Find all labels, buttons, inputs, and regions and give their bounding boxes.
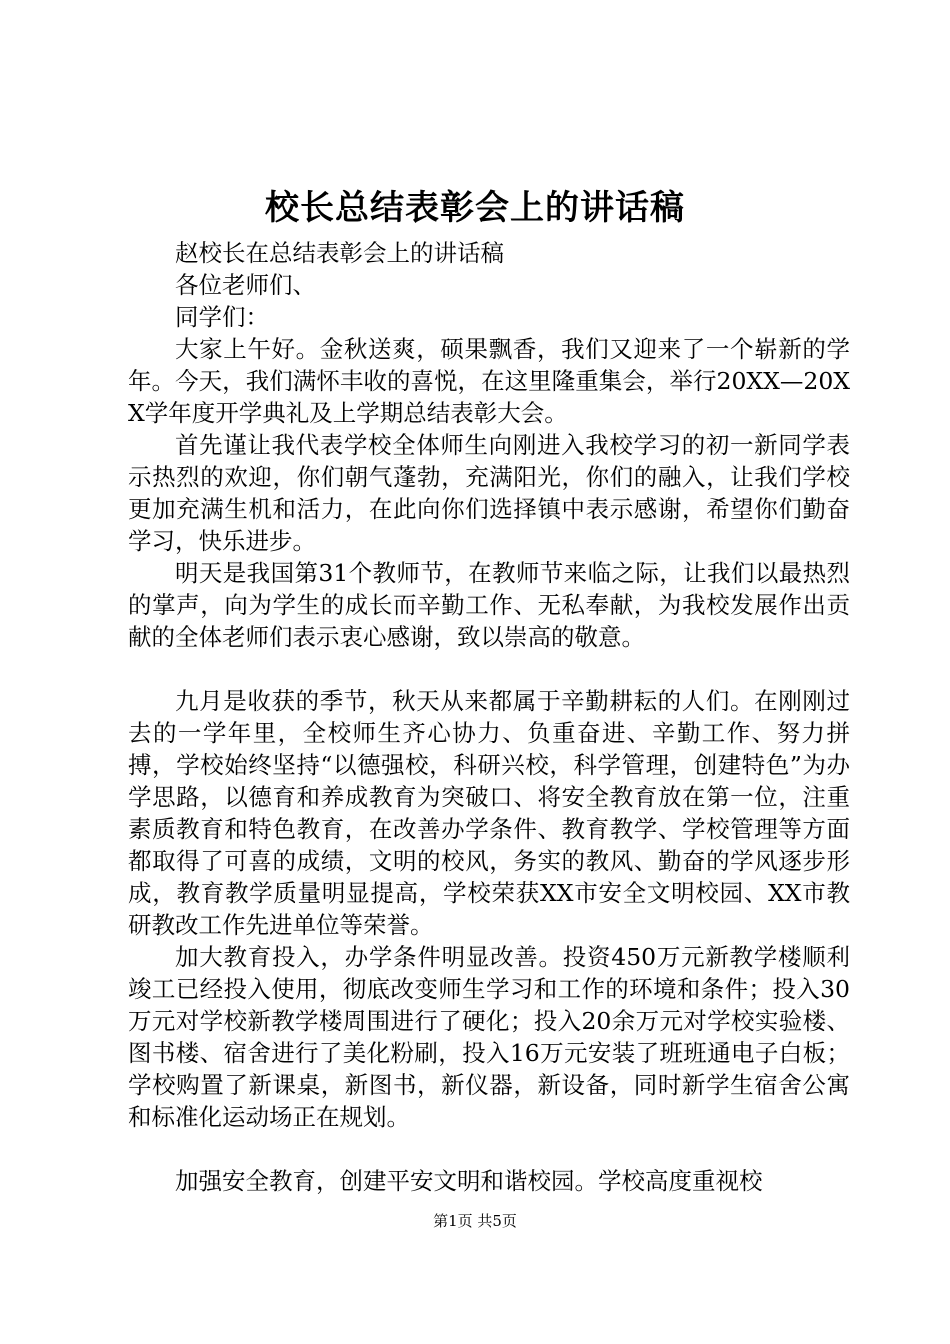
paragraph-safety: 加强安全教育，创建平安文明和谐校园。学校高度重视校 xyxy=(175,1167,763,1195)
paragraph-teachers-day: 明天是我国第31个教师节，在教师节来临之际，让我们以最热烈的掌声，向为学生的成长而辛勤工作、无私奉献，为我校发展作出贡献的全体老师们表示衷心感谢，致以崇高的敬意。 xyxy=(128,559,850,651)
paragraph-salutation-students: 同学们： xyxy=(175,303,269,331)
document-body xyxy=(128,237,850,1197)
paragraph-achievements: 九月是收获的季节，秋天从来都属于辛勤耕耘的人们。在刚刚过去的一学年里，全校师生齐心协力、负重奋进、辛勤工作、努力拼搏，学校始终坚持“以德强校，科研兴校，科学管理，创建特色”为办学思路，以德育和养成教育为突破口、将安全教育放在第一位，注重素质教育和特色教育，在改善办学条件、教育教学、学校管理等方面都取得了可喜的成绩，文明的校风，务实的教风、勤奋的学风逐步形成，教育教学质量明显提高，学校荣获XX市安全文明校园、XX市教研教改工作先进单位等荣誉。 xyxy=(128,687,850,939)
paragraph-greeting: 大家上午好。金秋送爽，硕果飘香，我们又迎来了一个崭新的学年。今天，我们满怀丰收的喜悦，在这里隆重集会，举行20XX—20XX学年度开学典礼及上学期总结表彰大会。 xyxy=(128,335,850,427)
paragraph-subtitle: 赵校长在总结表彰会上的讲话稿 xyxy=(175,239,504,267)
paragraph-welcome: 首先谨让我代表学校全体师生向刚进入我校学习的初一新同学表示热烈的欢迎，你们朝气蓬勃，充满阳光，你们的融入，让我们学校更加充满生机和活力，在此向你们选择镇中表示感谢，希望你们勤奋学习，快乐进步。 xyxy=(128,431,850,555)
document-title: 校长总结表彰会上的讲话稿 xyxy=(265,188,685,228)
paragraph-investment: 加大教育投入，办学条件明显改善。投资450万元新教学楼顺利竣工已经投入使用，彻底改变师生学习和工作的环境和条件；投入30万元对学校新教学楼周围进行了硬化；投入20余万元对学校实验楼、图书楼、宿舍进行了美化粉刷，投入16万元安装了班班通电子白板；学校购置了新课桌，新图书，新仪器，新设备，同时新学生宿舍公寓和标准化运动场正在规划。 xyxy=(128,943,850,1131)
page-footer: 第1页 共5页 xyxy=(433,1212,517,1230)
paragraph-salutation-teachers: 各位老师们、 xyxy=(175,271,316,299)
